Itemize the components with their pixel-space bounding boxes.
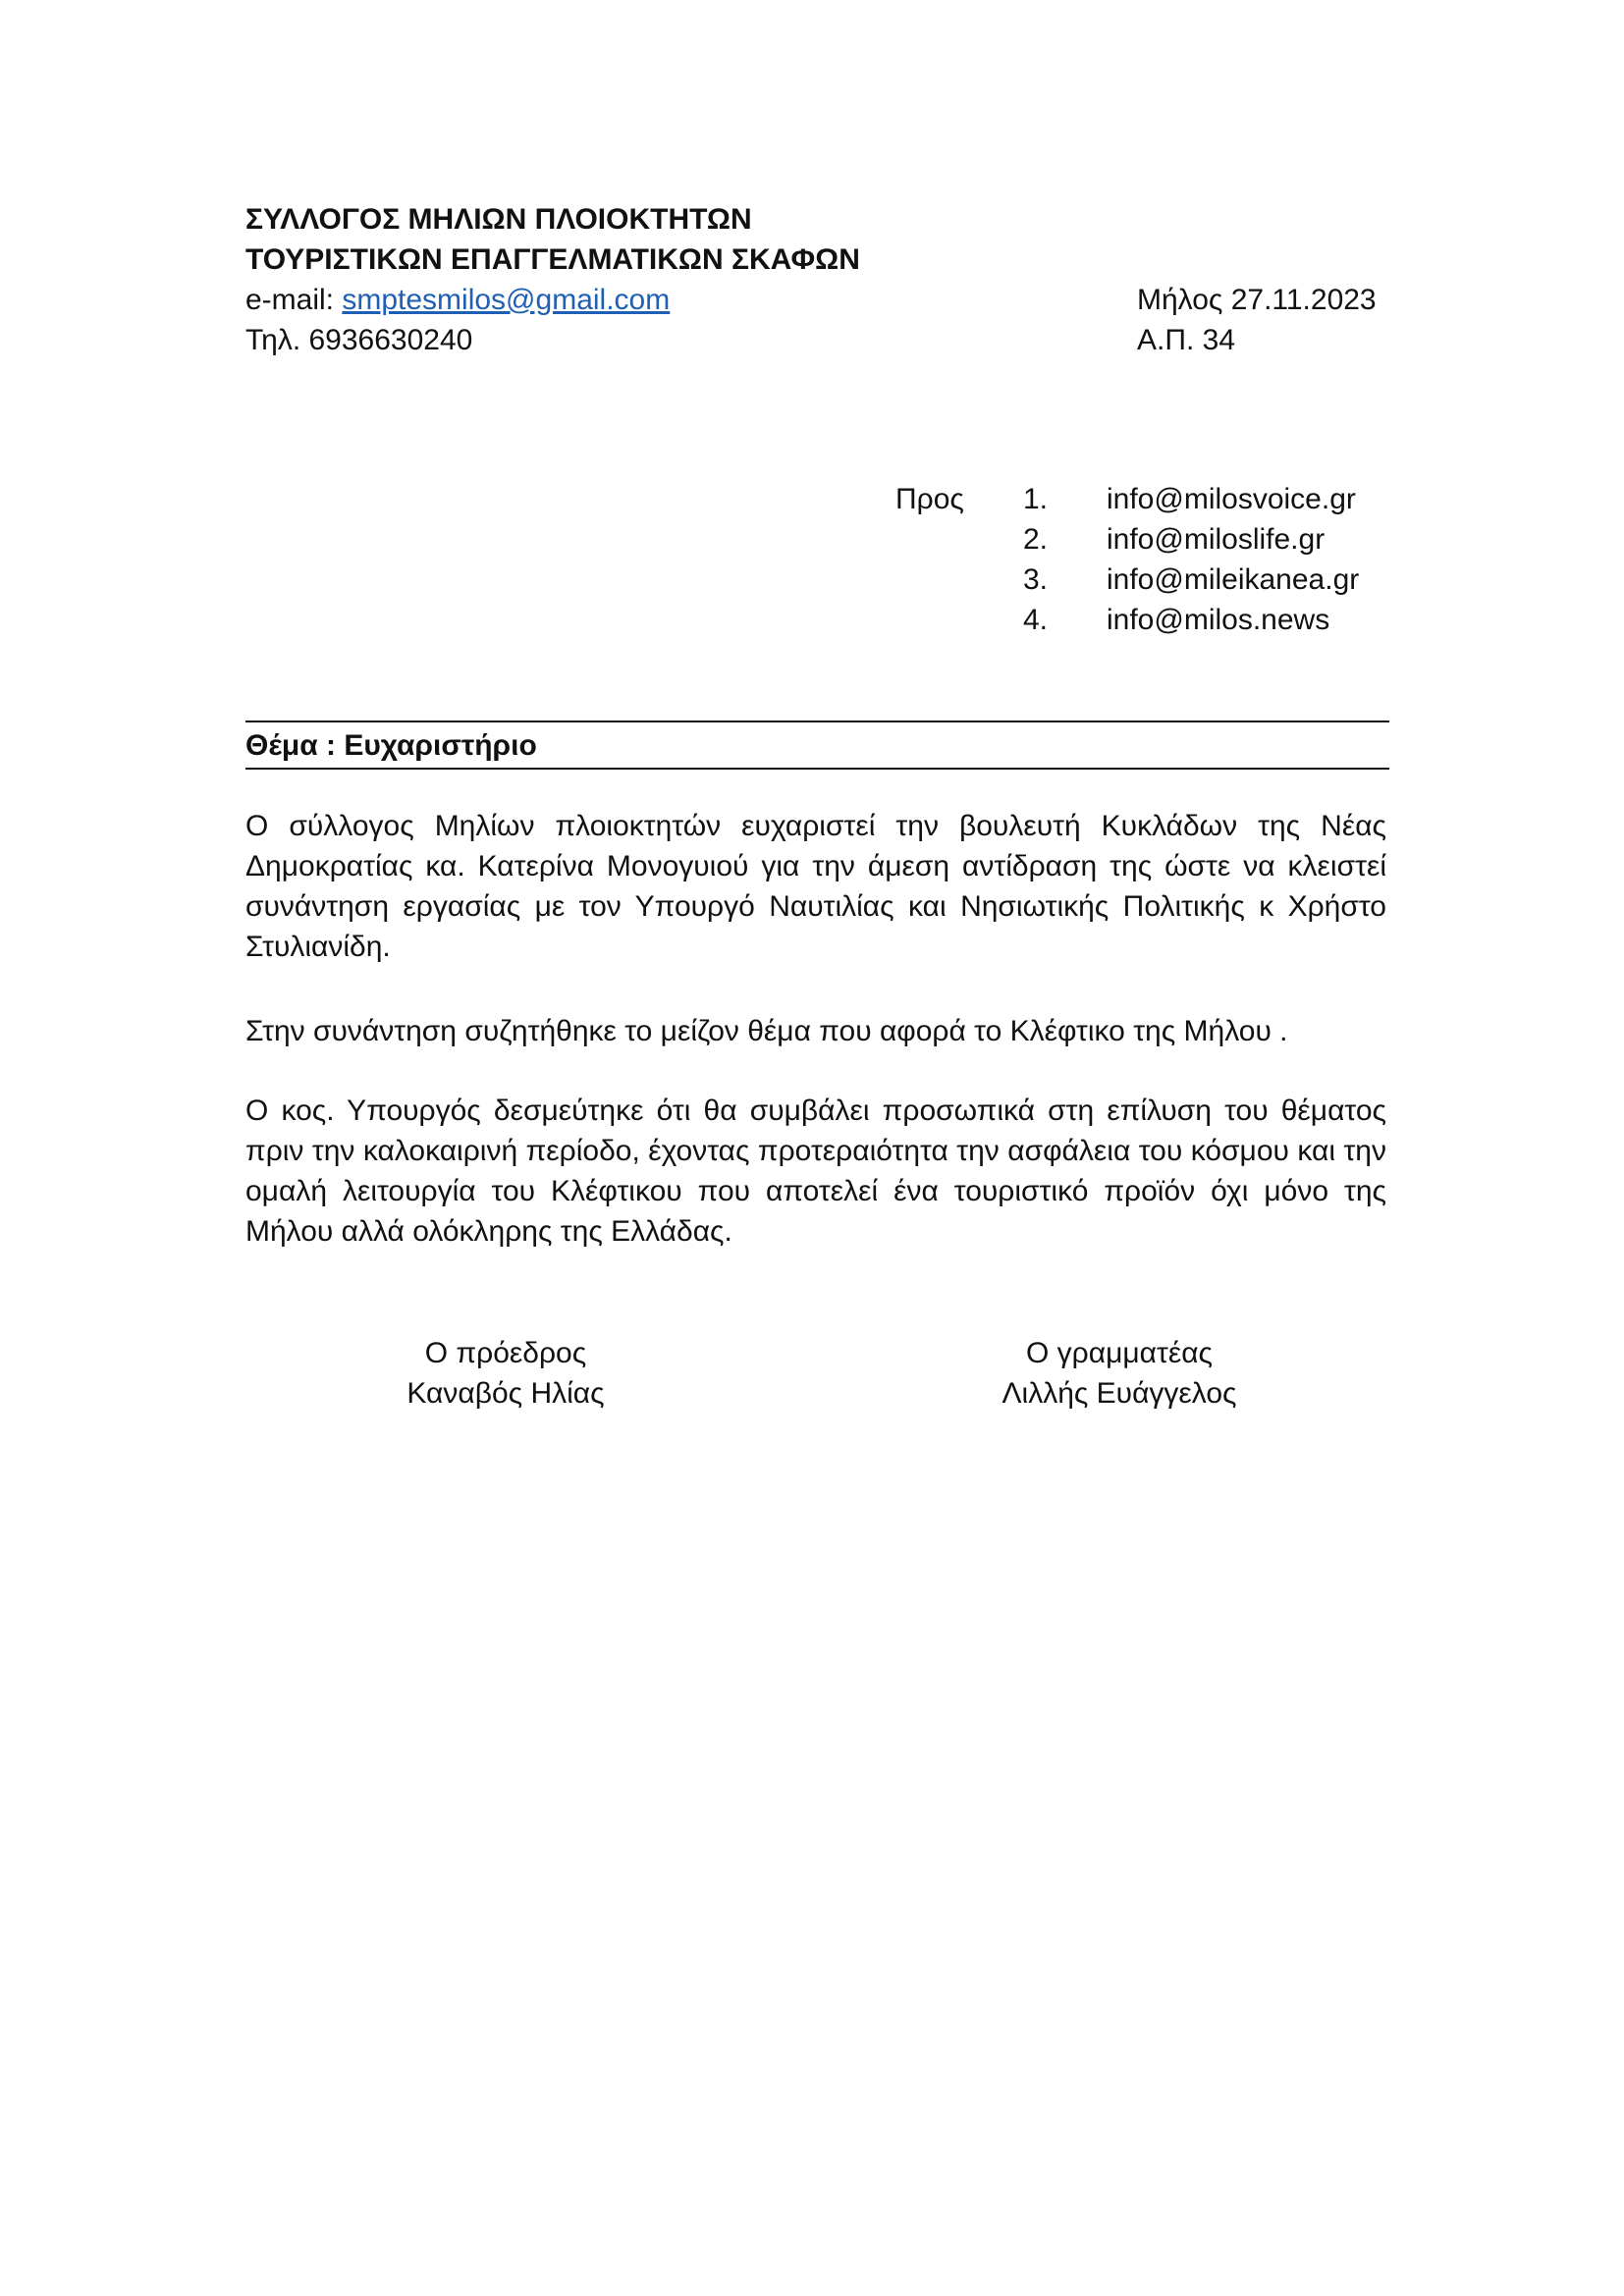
body-paragraph-3: Ο κος. Υπουργός δεσμεύτηκε ότι θα συμβάλει προσωπικά στη επίλυση του θέματος πριν την καλοκαιρινή περίοδο, έχοντας προτεραιότητα την ασφάλεια του κόσμου και την ομαλή λειτουργία του Κλέφτικου που αποτελεί ένα τουριστικό προϊόν όχι μόνο της Μήλου αλλά ολόκληρης της Ελλάδας.	[245, 1095, 1386, 1248]
signature-title: Ο γραμματέας	[1025, 1337, 1214, 1369]
recipient-item	[1023, 600, 1359, 640]
recipient-number: 2.	[1023, 523, 1049, 556]
org-name-line1: ΣΥΛΛΟΓΟΣ ΜΗΛΙΩΝ ΠΛΟΙΟΚΤΗΤΩΝ	[245, 203, 752, 236]
signature-secretary	[972, 1333, 1267, 1414]
place-date: Μήλος 27.11.2023	[1137, 284, 1377, 316]
body-paragraph-1: Ο σύλλογος Μηλίων πλοιοκτητών ευχαριστεί την βουλευτή Κυκλάδων της Νέας Δημοκρατίας κα. Κατερίνα Μονογυιού για την άμεση αντίδραση της ώστε να κλειστεί συνάντηση εργασίας με τον Υπουργό Ναυτιλίας και Νησιωτικής Πολιτικής κ Χρήστο Στυλιανίδη.	[245, 810, 1386, 963]
date-protocol-block	[1137, 280, 1377, 360]
body-paragraph-2: Στην συνάντηση συζητήθηκε το μείζον θέμα που αφορά το Κλέφτικο της Μήλου .	[245, 1015, 1288, 1047]
email-label: e-mail:	[245, 284, 343, 316]
signature-title: Ο πρόεδρος	[424, 1337, 587, 1369]
protocol-number: Α.Π. 34	[1137, 324, 1236, 356]
signature-name: Καναβός Ηλίας	[406, 1377, 605, 1410]
phone-line: Τηλ. 6936630240	[245, 324, 473, 356]
recipient-item	[1023, 519, 1359, 560]
recipient-email: info@miloslife.gr	[1107, 523, 1326, 556]
recipient-email: info@mileikanea.gr	[1107, 563, 1360, 596]
contact-info	[245, 280, 670, 360]
recipients-label: Προς	[895, 483, 964, 515]
subject-text: Θέμα : Ευχαριστήριο	[245, 729, 537, 762]
email-line	[245, 280, 670, 320]
signature-name: Λιλλής Ευάγγελος	[1001, 1377, 1237, 1410]
recipient-number: 4.	[1023, 604, 1049, 636]
org-name-line2: ΤΟΥΡΙΣΤΙΚΩΝ ΕΠΑΓΓΕΛΜΑΤΙΚΩΝ ΣΚΑΦΩΝ	[245, 243, 860, 276]
organization-header	[245, 199, 860, 280]
recipient-number: 1.	[1023, 483, 1049, 515]
recipient-item	[1023, 560, 1359, 600]
recipient-number: 3.	[1023, 563, 1049, 596]
email-link[interactable]: smptesmilos@gmail.com	[342, 284, 671, 316]
recipients-list	[1023, 479, 1359, 640]
subject-bar	[245, 721, 1389, 770]
signature-president	[373, 1333, 638, 1414]
recipient-email: info@milosvoice.gr	[1107, 483, 1356, 515]
recipient-email: info@milos.news	[1107, 604, 1330, 636]
recipient-item	[1023, 479, 1359, 519]
